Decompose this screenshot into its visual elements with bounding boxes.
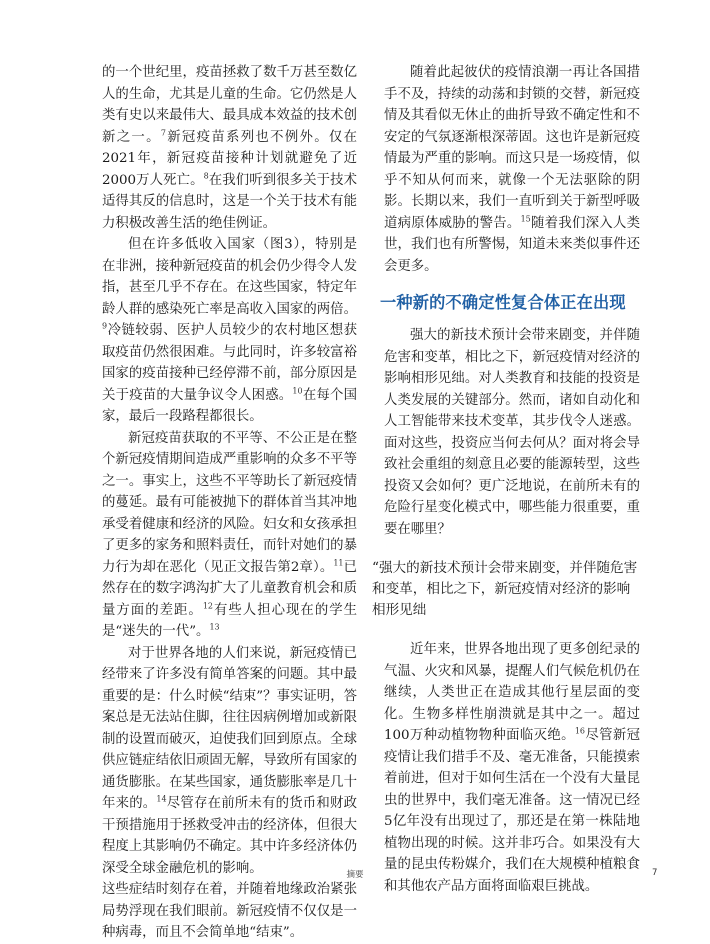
footnote-ref[interactable]: 15 (520, 214, 531, 224)
paragraph-text: 随着我们深入人类世，我们也有所警惕，知道未来类似事件还会更多。 (384, 215, 640, 274)
page-footer (0, 868, 710, 882)
page-number: 7 (652, 868, 658, 878)
paragraph-text: 新冠疫苗系列也不例外。仅在2021年，新冠疫苗接种计划就避免了近2000万人死亡。 (102, 129, 358, 188)
paragraph-text: 但在许多低收入国家（图3），特别是在非洲，接种新冠疫苗的机会仍少得令人发指，甚至几乎不存在。在这些国家，特定年龄人群的感染死亡率是高收入国家的两倍。 (102, 237, 357, 317)
footnote-ref[interactable]: 7 (160, 128, 166, 138)
paragraph-text: 这些症结时刻存在着，并随着地缘政治紧张局势浮现在我们眼前。新冠疫情不仅仅是一种病毒，而且不会简单地“结束”。 (102, 882, 357, 940)
footnote-ref[interactable]: 8 (203, 171, 209, 181)
pull-quote: “强大的新技术预计会带来剧变，并伴随危害和变革，相比之下，新冠疫情对经济的影响相形见绌 (372, 560, 638, 618)
paragraph-text: 有些人担心现在的学生是“迷失的一代”。 (102, 602, 358, 639)
paragraph-text: 尽管存在前所未有的货币和财政干预措施用于拯救受冲击的经济体，但很大程度上其影响仍不确定。其中许多经济体仍深受全球金融危机的影响。 (102, 796, 358, 876)
paragraph (102, 62, 357, 234)
paragraph-text: 在每个国家，最后一段路程都很长。 (102, 387, 358, 424)
footnote-ref[interactable]: 9 (102, 321, 108, 331)
paragraph (384, 639, 640, 897)
paragraph-text: 冷链较弱、医护人员较少的农村地区想获取疫苗仍然很困难。与此同时，许多较富裕国家的疫苗接种已经停滞不前，部分原因是关于疫苗的大量争议令人困惑。 (102, 323, 357, 403)
footnote-ref[interactable]: 16 (574, 726, 586, 736)
paragraph (102, 879, 357, 944)
paragraph (102, 643, 357, 880)
paragraph-text: 的一个世纪里，疫苗拯救了数千万甚至数亿人的生命，尤其是儿童的生命。它仍然是人类有史以来最伟大、最具成本效益的技术创新之一。 (102, 65, 357, 145)
paragraph (102, 428, 357, 643)
footnote-ref[interactable]: 14 (156, 794, 167, 804)
footnote-ref[interactable]: 10 (292, 386, 303, 396)
right-column (372, 62, 641, 897)
footnote-ref[interactable]: 13 (209, 622, 220, 632)
paragraph-text: 在我们听到很多关于技术适得其反的信息时，这是一个关于技术有能力积极改善生活的绝佳例证。 (102, 172, 358, 231)
paragraph-text: 新冠疫苗获取的不平等、不公正是在整个新冠疫情期间造成严重影响的众多不平等之一。事实上，这些不平等助长了新冠疫情的蔓延。最有可能被抛下的群体首当其冲地承受着健康和经济的风险。妇女和女孩承担了更多的家务和照料责任，而针对她们的暴力行为却在恶化（见正文报告第2章）。 (102, 430, 357, 575)
paragraph-text: 随着此起彼伏的疫情浪潮一再让各国措手不及，持续的动荡和封锁的交替，新冠疫情及其看似无休止的曲折导致不确定性和不安定的气氛逐渐根深蒂固。这也许是新冠疫情最为严重的影响。而这只是一场疫情，似乎不知从何而来，就像一个无法驱除的阴影。长期以来，我们一直听到关于新型呼吸道病原体威胁的警告。 (384, 65, 640, 231)
paragraph-text: 已然存在的数字鸿沟扩大了儿童教育机会和质量方面的差距。 (102, 559, 357, 618)
left-column (102, 62, 357, 944)
paragraph (102, 234, 357, 428)
paragraph-text: 强大的新技术预计会带来剧变，并伴随危害和变革，相比之下，新冠疫情对经济的影响相形见绌。对人类教育和技能的投资是人类发展的关键部分。然而，诸如自动化和人工智能带来技术变革，其步伐令人迷惑。面对这些，投资应当何去何从？面对将会导致社会重组的刻意且必要的能源转型，这些投资又会如何？更广泛地说，在前所未有的危险行星变化模式中，哪些能力很重要，重要在哪里？ (384, 328, 640, 537)
footnote-ref[interactable]: 12 (202, 601, 213, 611)
footer-label: 摘要 (346, 870, 364, 880)
section-heading: 一种新的不确定性复合体正在出现 (380, 293, 626, 312)
paragraph-text: 近年来，世界各地出现了更多创纪录的气温、火灾和风暴，提醒人们气候危机仍在继续，人类世正在造成其他行星层面的变化。生物多样性崩溃就是其中之一。超过100万种动植物物种面临灭绝。 (384, 642, 640, 743)
paragraph-text: 尽管新冠疫情让我们措手不及、毫无准备，只能摸索着前进，但对于如何生活在一个没有大量昆虫的世界中，我们毫无准备。这一情况已经5亿年没有出现过了，那还是在第一株陆地植物出现的时候。这并非巧合。如果没有大量的昆虫传粉媒介，我们在大规模种植粮食和其他农产品方面将面临艰巨挑战。 (384, 728, 641, 894)
paragraph-text: 对于世界各地的人们来说，新冠疫情已经带来了许多没有简单答案的问题。其中最重要的是：什么时候“结束”？事实证明，答案总是无法站住脚，往往因病例增加或新限制的设置而破灭，迫使我们回到原点。全球供应链症结依旧顽固无解，导致所有国家的通货膨胀。在某些国家，通货膨胀率是几十年来的。 (102, 645, 357, 811)
paragraph (384, 62, 640, 277)
paragraph (384, 325, 640, 540)
footnote-ref[interactable]: 11 (333, 558, 344, 568)
